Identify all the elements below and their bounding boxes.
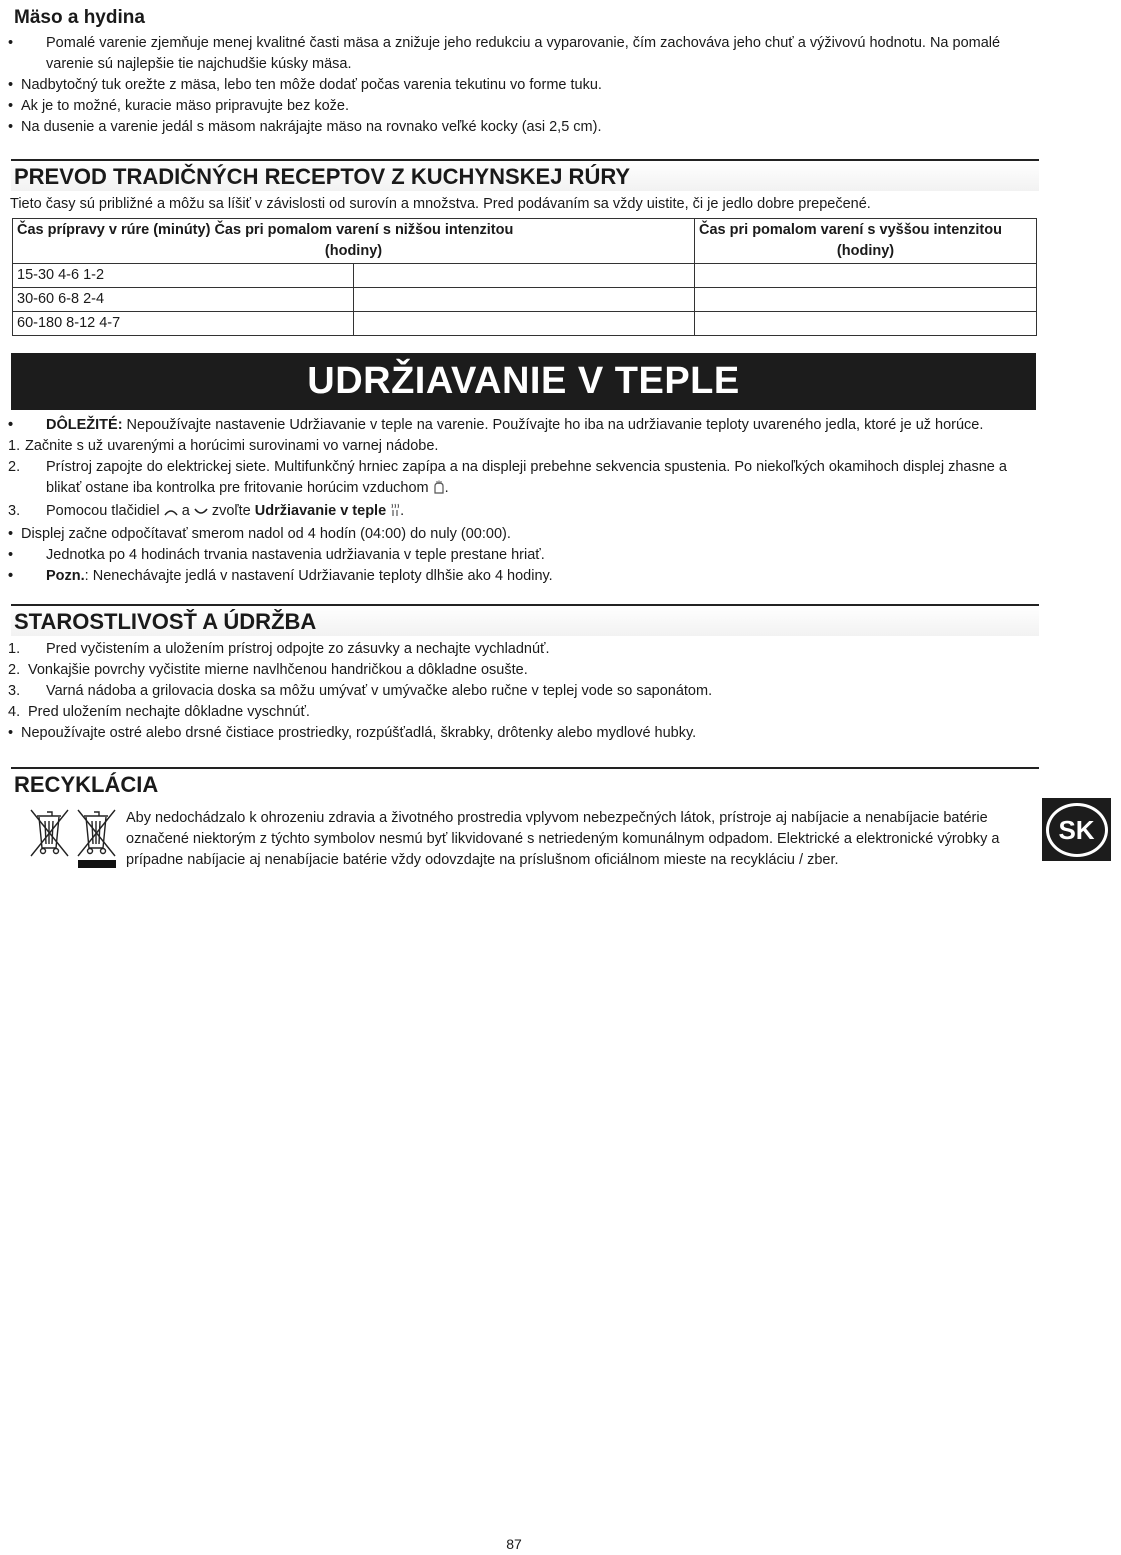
step3-pre: Pomocou tlačidiel xyxy=(46,503,160,519)
table-row xyxy=(13,312,1037,336)
list-item xyxy=(8,457,1036,501)
cell-high xyxy=(695,264,1037,288)
list-item: 3. Pomocou tlačidiel a zvoľte Udržiavanie v teple . xyxy=(8,501,1036,524)
list-item-text: Pred vyčistením a uložením prístroj odpojte zo zásuvky a nechajte vychladnúť. xyxy=(46,641,550,657)
list-item xyxy=(8,660,1036,681)
list-item xyxy=(8,436,1036,457)
step-text: Prístroj zapojte do elektrickej siete. Multifunkčný hrniec zapípa a na displeji prebehne sekvencia spustenia. Po niekoľkých okamihoch displej zhasne a blikať ostane iba kontrolka pre fritovanie horúcim vzduchom xyxy=(46,459,1007,496)
conversion-section-title: PREVOD TRADIČNÝCH RECEPTOV Z KUCHYNSKEJ RÚRY xyxy=(11,159,1039,191)
step-number: 3. xyxy=(8,503,21,519)
bullet: • xyxy=(8,417,14,433)
table-row xyxy=(13,288,1037,312)
cell-low xyxy=(354,288,695,312)
list-item xyxy=(8,524,1036,545)
down-arrow-icon xyxy=(194,503,208,524)
table-row xyxy=(13,264,1037,288)
keepwarm-list xyxy=(8,415,1036,587)
list-item xyxy=(8,566,1036,587)
cell-oven: 15-30 4-6 1-2 xyxy=(13,264,354,288)
keepwarm-banner: UDRŽIAVANIE V TEPLE xyxy=(11,353,1036,410)
step3-post: zvoľte xyxy=(211,503,251,519)
recycle-icons xyxy=(28,808,120,870)
recycling-text: Aby nedochádzalo k ohrozeniu zdravia a životného prostredia vplyvom nebezpečných látok, prístroje aj nabíjacie a nenabíjacie batérie označené niektorým z týchto symbolov nesmú byť likvidované s netriedeným komunálnym odpadom. Elektrické a elektronické výrobky a prípadne nabíjacie aj nenabíjacie batérie vždy odovzdajte na príslušnom oficiálnom mieste na recykláciu / zber. xyxy=(126,810,1000,868)
list-item xyxy=(8,681,1036,702)
conversion-table xyxy=(12,218,1037,336)
list-item-text: Displej začne odpočítavať smerom nadol od 4 hodín (04:00) do nuly (00:00). xyxy=(21,526,511,542)
care-list xyxy=(8,639,1036,744)
bullet: • xyxy=(8,35,14,51)
list-item xyxy=(8,75,1036,96)
crossed-bin-icon xyxy=(28,808,120,870)
step-number: 2. xyxy=(8,459,21,475)
conversion-intro: Tieto časy sú približné a môžu sa líšiť v závislosti od surovín a množstva. Pred podávaním sa vždy uistite, či je jedlo dobre prepečené. xyxy=(10,196,871,212)
cell-oven: 30-60 6-8 2-4 xyxy=(13,288,354,312)
header-low: Čas pri pomalom varení s nižšou intenzitou xyxy=(214,222,514,238)
cell-high xyxy=(695,312,1037,336)
recycling-section-title: RECYKLÁCIA xyxy=(11,767,1039,799)
step-number: 1. xyxy=(8,641,21,657)
bullet: • xyxy=(8,547,14,563)
care-section-title: STAROSTLIVOSŤ A ÚDRŽBA xyxy=(11,604,1039,636)
important-label: DÔLEŽITÉ: xyxy=(46,417,123,433)
list-item xyxy=(8,415,1036,436)
step-number: 4. xyxy=(8,704,21,720)
list-item xyxy=(8,33,1036,75)
language-badge-label: SK xyxy=(1046,803,1108,857)
air-fry-icon xyxy=(433,480,445,501)
header-high-unit: (hodiny) xyxy=(836,243,895,259)
header-high: Čas pri pomalom varení s vyššou intenzitou xyxy=(699,222,1002,238)
step-number: 1. xyxy=(8,438,21,454)
table-header-oven-low xyxy=(13,219,695,264)
header-oven: Čas prípravy v rúre (minúty) xyxy=(17,222,211,238)
list-item-text: Pomalé varenie zjemňuje menej kvalitné časti mäsa a znižuje jeho redukciu a vyparovanie, čím zachováva jeho chuť a výživovú hodnotu. Na pomalé varenie sú najlepšie tie najchudšie kúsky mäsa. xyxy=(46,35,1001,72)
keep-warm-icon xyxy=(390,503,400,524)
list-item xyxy=(8,702,1036,723)
list-item xyxy=(8,639,1036,660)
cell-oven: 60-180 8-12 4-7 xyxy=(13,312,354,336)
step3-bold: Udržiavanie v teple xyxy=(254,503,387,519)
step3-mid: a xyxy=(181,503,190,519)
cell-low xyxy=(354,264,695,288)
table-header-row xyxy=(13,219,1037,264)
cell-high xyxy=(695,288,1037,312)
note-label: Pozn. xyxy=(46,568,85,584)
note-text: : Nenechávajte jedlá v nastavení Udržiavanie teploty dlhšie ako 4 hodiny. xyxy=(84,568,553,584)
list-item-text: Nepoužívajte ostré alebo drsné čistiace prostriedky, rozpúšťadlá, škrabky, drôtenky alebo mydlové hubky. xyxy=(21,725,697,741)
list-item-text: Jednotka po 4 hodinách trvania nastavenia udržiavania v teple prestane hriať. xyxy=(46,547,545,563)
bullet: • xyxy=(8,526,14,542)
page-number: 87 xyxy=(506,1536,522,1552)
step-number: 3. xyxy=(8,683,21,699)
list-item-text: Pred uložením nechajte dôkladne vyschnúť. xyxy=(28,704,310,720)
header-low-unit: (hodiny) xyxy=(324,243,383,259)
bullet: • xyxy=(8,98,14,114)
bullet: • xyxy=(8,119,14,135)
list-item-text: Vonkajšie povrchy vyčistite mierne navlhčenou handričkou a dôkladne osušte. xyxy=(28,662,528,678)
step-number: 2. xyxy=(8,662,21,678)
bullet: • xyxy=(8,725,14,741)
step-text: Začnite s už uvarenými a horúcimi surovinami vo varnej nádobe. xyxy=(25,438,439,454)
important-text: Nepoužívajte nastavenie Udržiavanie v teple na varenie. Používajte ho iba na udržiavanie teploty uvareného jedla, ktoré je už horúce. xyxy=(122,417,984,433)
cell-low xyxy=(354,312,695,336)
bullet: • xyxy=(8,568,14,584)
language-badge xyxy=(1042,798,1111,861)
list-item xyxy=(8,723,1036,744)
list-item-text: Nadbytočný tuk orežte z mäsa, lebo ten môže dodať počas varenia tekutinu vo forme tuku. xyxy=(21,77,602,93)
list-item xyxy=(8,117,1036,138)
list-item-text: Varná nádoba a grilovacia doska sa môžu umývať v umývačke alebo ručne v teplej vode so saponátom. xyxy=(46,683,713,699)
list-item-text: Na dusenie a varenie jedál s mäsom nakrájajte mäso na rovnako veľké kocky (asi 2,5 cm). xyxy=(21,119,602,135)
list-item-text: Ak je to možné, kuracie mäso pripravujte bez kože. xyxy=(21,98,350,114)
table-header-high xyxy=(695,219,1037,264)
step-text-end: . xyxy=(444,480,449,496)
list-item xyxy=(8,96,1036,117)
bullet: • xyxy=(8,77,14,93)
list-item xyxy=(8,545,1036,566)
up-arrow-icon xyxy=(164,503,178,524)
meat-section-title: Mäso a hydina xyxy=(14,7,145,28)
meat-list xyxy=(8,33,1036,138)
